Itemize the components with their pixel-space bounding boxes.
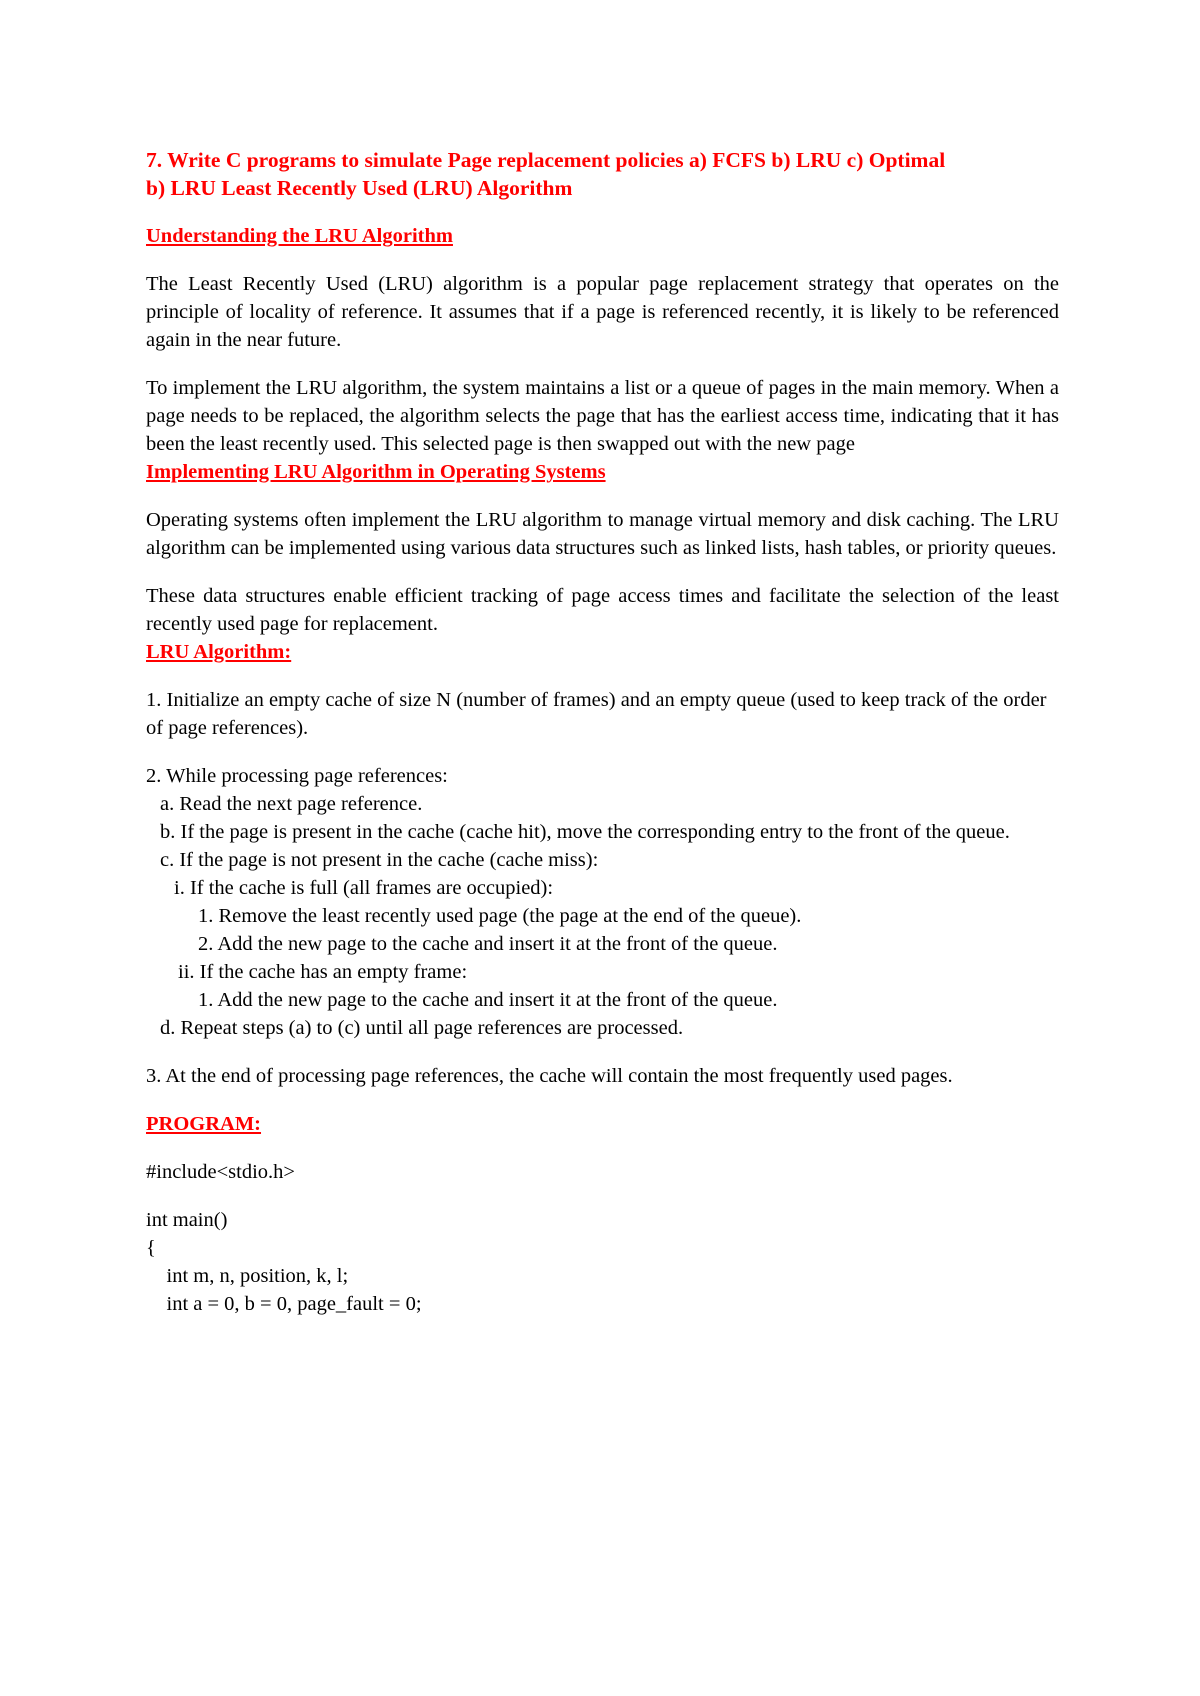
paragraph-lru-implementation: To implement the LRU algorithm, the system maintains a list or a queue of pages in the main memory. When a page needs to be replaced, the algorithm selects the page that has the earliest access time, indicating that it has been the least recently used. This selected page is then swapped out with the new page xyxy=(146,377,1059,455)
title-line-2: b) LRU Least Recently Used (LRU) Algorithm xyxy=(146,176,573,200)
paragraph-lru-intro: The Least Recently Used (LRU) algorithm is a popular page replacement strategy that operates on the principle of locality of reference. It assumes that if a page is referenced recently, it is likely to be referenced again in the near future. xyxy=(146,273,1059,351)
algorithm-step-1: 1. Initialize an empty cache of size N (number of frames) and an empty queue (used to keep track of the order of page references). xyxy=(146,689,1047,739)
algorithm-step-2c-i-2: 2. Add the new page to the cache and insert it at the front of the queue. xyxy=(198,933,778,955)
paragraph-data-structures: These data structures enable efficient tracking of page access times and facilitate the selection of the least recently used page for replacement. xyxy=(146,585,1059,635)
code-main: int main() xyxy=(146,1209,228,1231)
algorithm-step-2c-ii-1: 1. Add the new page to the cache and insert it at the front of the queue. xyxy=(198,989,778,1011)
algorithm-step-2c-ii: ii. If the cache has an empty frame: xyxy=(178,961,468,983)
heading-implementing-lru: Implementing LRU Algorithm in Operating Systems xyxy=(146,461,606,483)
document-content xyxy=(146,146,1059,1318)
algorithm-step-2c: c. If the page is not present in the cache (cache miss): xyxy=(160,849,599,871)
heading-program: PROGRAM: xyxy=(146,1113,262,1135)
title-line-1: 7. Write C programs to simulate Page replacement policies a) FCFS b) LRU c) Optimal xyxy=(146,148,946,172)
heading-understanding-lru: Understanding the LRU Algorithm xyxy=(146,225,453,247)
algorithm-step-2d: d. Repeat steps (a) to (c) until all page references are processed. xyxy=(160,1017,684,1039)
code-include: #include<stdio.h> xyxy=(146,1161,295,1183)
algorithm-step-2c-i: i. If the cache is full (all frames are occupied): xyxy=(174,877,554,899)
algorithm-step-3: 3. At the end of processing page references, the cache will contain the most frequently used pages. xyxy=(146,1065,953,1087)
algorithm-step-2a: a. Read the next page reference. xyxy=(160,793,423,815)
code-declaration-2: int a = 0, b = 0, page_fault = 0; xyxy=(146,1293,422,1315)
document-title xyxy=(146,146,1059,202)
paragraph-os-lru: Operating systems often implement the LRU algorithm to manage virtual memory and disk caching. The LRU algorithm can be implemented using various data structures such as linked lists, hash tables, or priority queues. xyxy=(146,509,1059,559)
heading-lru-algorithm: LRU Algorithm: xyxy=(146,641,292,663)
algorithm-step-2c-i-1: 1. Remove the least recently used page (the page at the end of the queue). xyxy=(198,905,802,927)
algorithm-step-2: 2. While processing page references: xyxy=(146,765,448,787)
code-declaration-1: int m, n, position, k, l; xyxy=(146,1265,349,1287)
algorithm-step-2b-text: b. If the page is present in the cache (cache hit), move the corresponding entry to the front of the queue. xyxy=(160,821,1010,843)
algorithm-step-2b xyxy=(146,818,1059,846)
code-open-brace: { xyxy=(146,1237,156,1259)
